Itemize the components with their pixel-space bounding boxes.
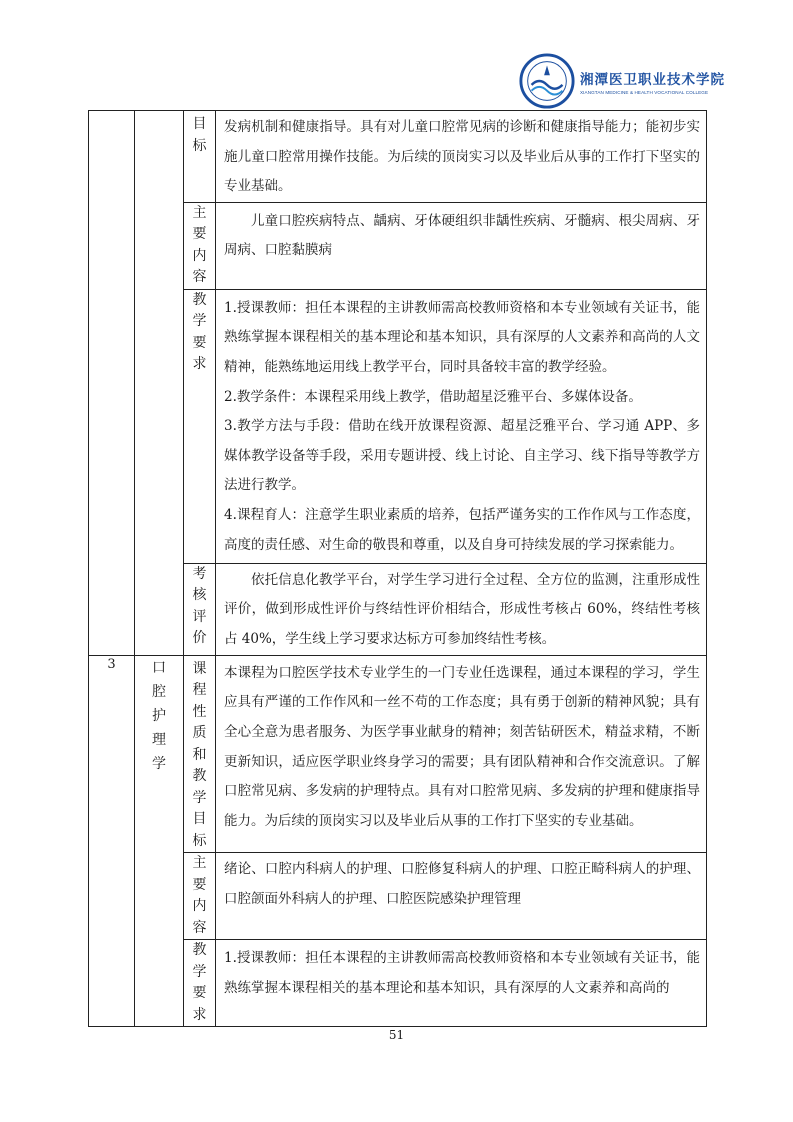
page-number: 51	[388, 1028, 405, 1042]
list-item: 2.教学条件：本课程采用线上教学，借助超星泛雅平台、多媒体设备。	[224, 388, 642, 405]
row-label: 课程性质和教学目标	[184, 655, 216, 853]
assessment-cell: 依托信息化教学平台，对学生学习进行全过程、全方位的监测，注重形成性评价，做到形成性评价与终结性评价相结合，形成性考核占 60%，终结性考核占 40%，学生线上学习要求达标方可参加终结性考核。	[216, 563, 707, 655]
course-number-cell-continued	[89, 111, 135, 656]
goal-content-cell: 发病机制和健康指导。具有对儿童口腔常见病的诊断和健康指导能力；能初步实施儿童口腔常用操作技能。为后续的顶岗实习以及毕业后从事的工作打下坚实的专业基础。	[216, 111, 707, 203]
row-label: 主要内容	[184, 202, 216, 289]
logo-chinese-name: 湘潭医卫职业技术学院	[580, 71, 725, 88]
row-label: 教学要求	[184, 289, 216, 563]
college-logo	[518, 52, 725, 110]
course-nature-cell: 本课程为口腔医学技术专业学生的一门专业任选课程，通过本课程的学习，学生应具有严谨的工作作风和一丝不苟的工作态度；具有勇于创新的精神风貌；具有全心全意为患者服务、为医学事业献身的精神；刻苦钻研医术，精益求精，不断更新知识，适应医学职业终身学习的需要；具有团队精神和合作交流意识。了解口腔常见病、多发病的护理特点。具有对口腔常见病、多发病的护理和健康指导能力。为后续的顶岗实习以及毕业后从事的工作打下坚实的专业基础。	[216, 655, 707, 853]
course-number-cell: 3	[89, 655, 135, 1027]
logo-english-name: XIANGTAN MEDICINE & HEALTH VOCATIONAL COLLEGE	[580, 89, 709, 95]
college-emblem-icon	[518, 52, 576, 110]
curriculum-table	[88, 110, 707, 1027]
table-row	[89, 655, 707, 853]
row-label: 考核评价	[184, 563, 216, 655]
main-content-cell: 儿童口腔疾病特点、龋病、牙体硬组织非龋性疾病、牙髓病、根尖周病、牙周病、口腔黏膜病	[216, 202, 707, 289]
main-content-cell: 绪论、口腔内科病人的护理、口腔修复科病人的护理、口腔正畸科病人的护理、口腔颌面外科病人的护理、口腔医院感染护理管理	[216, 853, 707, 940]
row-label: 目标	[184, 111, 216, 203]
course-name-cell-continued	[135, 111, 184, 656]
table-row	[89, 111, 707, 203]
row-label: 教学要求	[184, 940, 216, 1027]
row-label: 主要内容	[184, 853, 216, 940]
list-item: 3.教学方法与手段：借助在线开放课程资源、超星泛雅平台、学习通 APP、多媒体教学设备等手段，采用专题讲授、线上讨论、自主学习、线下指导等教学方法进行教学。	[224, 418, 700, 494]
course-name-cell: 口腔护理学	[135, 655, 184, 1027]
list-item: 1.授课教师：担任本课程的主讲教师需高校教师资格和本专业领域有关证书，能熟练掌握本课程相关的基本理论和基本知识，具有深厚的人文素养和高尚的人文精神，能熟练地运用线上教学平台，同时具备较丰富的教学经验。	[224, 299, 700, 375]
teaching-requirements-cell	[216, 289, 707, 563]
teaching-requirements-cell: 1.授课教师：担任本课程的主讲教师需高校教师资格和本专业领域有关证书，能熟练掌握本课程相关的基本理论和基本知识，具有深厚的人文素养和高尚的	[216, 940, 707, 1027]
list-item: 4.课程育人：注意学生职业素质的培养，包括严谨务实的工作作风与工作态度，高度的责任感、对生命的敬畏和尊重，以及自身可持续发展的学习探索能力。	[224, 506, 700, 553]
